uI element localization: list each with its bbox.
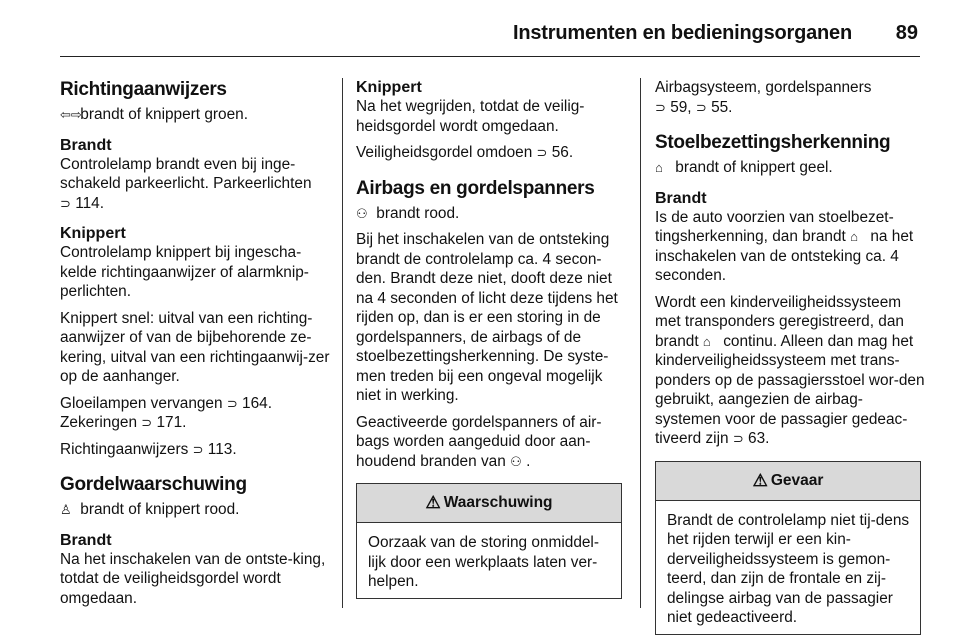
column-right: [655, 78, 925, 635]
warning-box-body: [357, 523, 621, 598]
ref-arrow-icon[interactable]: ⊃: [536, 145, 548, 160]
heading-knippert: Knippert: [356, 79, 422, 96]
column-left: [60, 78, 330, 615]
knippert-paragraph: Na het wegrijden, totdat de veilig-heidsgordel wordt omgedaan.: [356, 98, 585, 135]
heading-richtingaanwijzers: Richtingaanwijzers: [60, 79, 227, 100]
ref-arrow-icon[interactable]: ⊃: [141, 415, 153, 430]
airbag-intro: ⚇ brandt rood.: [356, 204, 460, 222]
warning-text: Oorzaak van de storing onmiddel-lijk door een werkplaats laten ver-helpen.: [368, 534, 599, 590]
ref-line-airbagsysteem: Airbagsysteem, gordelspanners ⊃ 59, ⊃ 55.: [655, 79, 872, 116]
page-header: [60, 14, 920, 57]
ref-arrow-icon[interactable]: ⊃: [60, 195, 71, 211]
heading-brandt: Brandt: [60, 531, 112, 549]
gordel-intro: ♙ brandt of knippert rood.: [60, 501, 240, 518]
warning-triangle-icon: ⚠: [425, 493, 441, 513]
turn-signal-icon: ⇦⇨: [60, 107, 82, 122]
danger-text: Brandt de controlelamp niet tij-dens het rijden terwijl er een kin-derveiligheidssysteem is gemon-teerd, dan zijn de frontale en zij-delingse airbag van de passagier niet gedeactiveerd.: [667, 511, 910, 626]
ref-arrow-icon[interactable]: ⊃: [655, 99, 666, 115]
header-title: Instrumenten en bedieningsorganen: [513, 22, 852, 44]
heading-brandt: Brandt: [655, 189, 707, 207]
airbag-icon: ⚇: [510, 453, 522, 469]
heading-gordelwaarschuwing: Gordelwaarschuwing: [60, 474, 247, 495]
danger-box: [655, 461, 921, 635]
turn-intro: ⇦⇨ brandt of knippert groen.: [60, 106, 248, 123]
brandt2-paragraph: Na het inschakelen van de ontste-king, totdat de veiligheidsgordel wordt omgedaan.: [60, 550, 326, 607]
geactiveerde-paragraph: Geactiveerde gordelspanners of air-bags worden aangeduid door aan-houdend branden van ⚇ .: [356, 413, 602, 470]
heading-airbags: Airbags en gordelspanners: [356, 177, 595, 199]
brandt-paragraph: Is de auto voorzien van stoelbezet-tingsherkenning, dan brandt ⌂ na het inschakelen van de ontsteking ca. 4 seconden.: [655, 208, 914, 284]
ref-line-gloeilampen: Gloeilampen vervangen ⊃ 164.: [60, 394, 272, 412]
ref-arrow-icon[interactable]: ⊃: [732, 431, 744, 446]
warning-title: Waarschuwing: [443, 494, 553, 512]
column-divider: [640, 78, 641, 608]
airbag-icon: ⚇: [356, 205, 368, 221]
ref-line-omdoen: Veiligheidsgordel omdoen ⊃ 56.: [356, 144, 574, 161]
wordt-paragraph: Wordt een kinderveiligheidssysteem met transponders geregistreerd, dan brandt ⌂ continu. Alleen dan mag het kinderveiligheidssysteem met trans-ponders op de passagiersstoel wor-den gebruikt, aangezien de airbag-systemen voor de passagier gedeac-tiveerd zijn ⊃ 63.: [655, 293, 925, 447]
stoel-intro: ⌂ brandt of knippert geel.: [655, 159, 833, 176]
danger-box-header: [656, 462, 920, 501]
heading-stoelbezettingsherkenning: Stoelbezettingsherkenning: [655, 132, 891, 153]
ref-line-richtingaanwijzers: Richtingaanwijzers ⊃ 113.: [60, 440, 237, 458]
warning-triangle-icon: ⚠: [752, 470, 768, 490]
column-middle: [356, 78, 626, 599]
danger-box-body: [656, 501, 920, 634]
seat-occupancy-icon: ⌂: [850, 229, 858, 244]
ref-arrow-icon[interactable]: ⊃: [695, 99, 707, 115]
warning-box: [356, 483, 622, 599]
page-number: 89: [895, 22, 918, 44]
snel-paragraph: Knippert snel: uitval van een richting-aanwijzer of van de bijbehorende ze-kering, uitval van een richtingaanwij-zer op de aanhanger.: [60, 309, 330, 385]
brandt-paragraph: Controlelamp brandt even bij inge-schakeld parkeerlicht. Parkeerlichten ⊃ 114.: [60, 155, 312, 212]
heading-brandt: Brandt: [60, 136, 112, 154]
warning-box-header: [357, 484, 621, 523]
seatbelt-icon: ♙: [60, 502, 72, 517]
ref-arrow-icon[interactable]: ⊃: [192, 441, 204, 457]
seat-occupancy-icon: ⌂: [655, 160, 663, 175]
knippert-paragraph: Controlelamp knippert bij ingescha-kelde richtingaanwijzer of alarmknip-perlichten.: [60, 244, 309, 300]
ref-arrow-icon[interactable]: ⊃: [226, 395, 238, 411]
heading-knippert: Knippert: [60, 225, 126, 242]
airbag-paragraph: Bij het inschakelen van de ontsteking brandt de controlelamp ca. 4 secon-den. Brandt deze niet, dooft deze niet na 4 seconden of licht deze tijdens het rijden op, dan is er een storing in de gordelspanners, de airbags of de stoelbezettingsherkenning. De syste-men treden bij een ongeval mogelijk niet in werking.: [356, 231, 618, 404]
danger-title: Gevaar: [770, 471, 824, 489]
ref-line-zekeringen: Zekeringen ⊃ 171.: [60, 414, 187, 431]
column-divider: [342, 78, 343, 608]
seat-occupancy-icon: ⌂: [702, 333, 711, 349]
